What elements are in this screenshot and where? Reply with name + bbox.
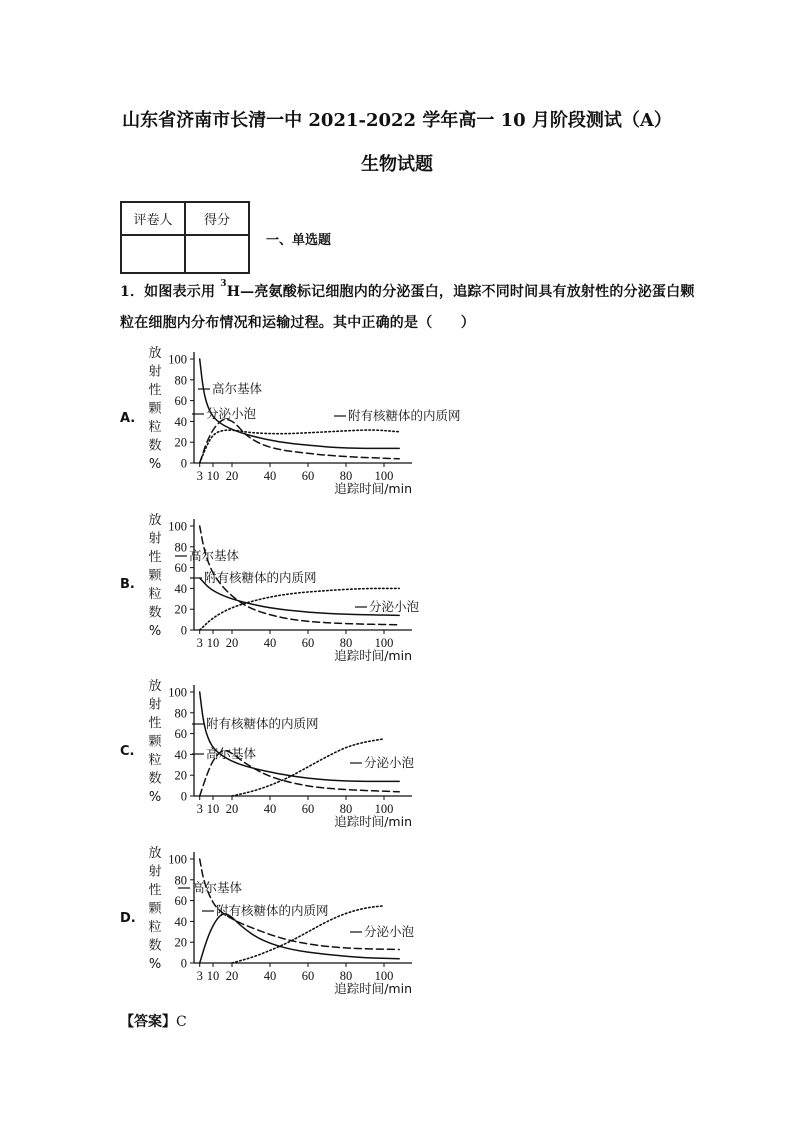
y-axis-label: 放射性颗粒数% <box>148 679 162 805</box>
x-tick-label: 40 <box>263 802 277 816</box>
y-tick-label: 60 <box>174 727 187 742</box>
answer-label: 【答案】 <box>120 1014 176 1030</box>
series-label: 分泌小泡 <box>206 406 257 421</box>
x-tick-label: 80 <box>339 469 353 483</box>
y-tick-label: 100 <box>168 519 187 534</box>
x-tick-label: 60 <box>301 636 315 650</box>
y-tick-label: 20 <box>174 602 187 617</box>
y-tick-label: 20 <box>174 935 187 950</box>
option-c-label: C. <box>120 744 135 759</box>
y-tick-label: 80 <box>174 873 187 888</box>
x-tick-label: 80 <box>339 969 353 983</box>
y-tick-label: 40 <box>174 747 187 762</box>
series-label: 高尔基体 <box>192 880 243 895</box>
series-label: 分泌小泡 <box>364 924 415 939</box>
series-label: 附有核糖体的内质网 <box>206 716 319 731</box>
y-tick-label: 0 <box>180 456 187 471</box>
score-header: 得分 <box>185 202 249 235</box>
x-tick-label: 20 <box>225 802 239 816</box>
x-tick-label: 100 <box>374 636 394 650</box>
x-tick-label: 10 <box>206 636 220 650</box>
chart-option-a <box>140 340 461 496</box>
x-tick-label: 60 <box>301 802 315 816</box>
x-tick-label: 60 <box>301 969 315 983</box>
x-axis-label: 追踪时间/min <box>334 481 412 496</box>
series-label: 高尔基体 <box>212 381 263 396</box>
reviewer-header: 评卷人 <box>121 202 185 235</box>
x-tick-label: 10 <box>206 469 220 483</box>
y-tick-label: 100 <box>168 685 187 700</box>
series-label: 分泌小泡 <box>369 599 420 614</box>
x-axis-label: 追踪时间/min <box>334 981 412 996</box>
question-text-a: 1．如图表示用 <box>120 284 221 300</box>
x-tick-label: 100 <box>374 969 394 983</box>
section-title: 一、单选题 <box>266 233 332 248</box>
y-tick-label: 0 <box>180 623 187 638</box>
isotope-superscript: 3 <box>220 279 227 289</box>
x-tick-label: 100 <box>374 802 394 816</box>
y-axis-label: 放射性颗粒数% <box>148 513 162 639</box>
x-tick-label: 3 <box>196 969 203 983</box>
y-tick-label: 60 <box>174 894 187 909</box>
y-tick-label: 40 <box>174 414 187 429</box>
y-tick-label: 0 <box>180 956 187 971</box>
option-b-label: B. <box>120 577 135 592</box>
x-axis-label: 追踪时间/min <box>334 814 412 829</box>
y-tick-label: 0 <box>180 789 187 804</box>
answer-value: C <box>176 1014 187 1030</box>
series-line-dotted <box>200 430 400 463</box>
y-tick-label: 40 <box>174 581 187 596</box>
x-tick-label: 60 <box>301 469 315 483</box>
page-title: 山东省济南市长清一中 2021-2022 学年高一 10 月阶段测试（A） <box>122 110 672 131</box>
y-axis-label: 放射性颗粒数% <box>148 346 162 472</box>
x-tick-label: 20 <box>225 969 239 983</box>
chart-option-c <box>140 673 430 828</box>
x-tick-label: 3 <box>196 636 203 650</box>
x-tick-label: 40 <box>263 969 277 983</box>
series-label: 附有核糖体的内质网 <box>216 903 329 918</box>
series-line-solid <box>200 359 400 448</box>
series-label: 分泌小泡 <box>364 755 415 770</box>
score-table <box>120 201 250 274</box>
y-tick-label: 40 <box>174 914 187 929</box>
question-text-b: H—亮氨酸标记细胞内的分泌蛋白，追踪不同时间具有放射性的分泌蛋白颗 <box>226 284 695 300</box>
y-tick-label: 80 <box>174 706 187 721</box>
x-axis-label: 追踪时间/min <box>334 648 412 663</box>
y-tick-label: 100 <box>168 852 187 867</box>
x-tick-label: 3 <box>196 802 203 816</box>
option-d-label: D. <box>120 911 136 926</box>
chart-option-b <box>140 507 430 662</box>
subject-title: 生物试题 <box>361 154 433 175</box>
x-tick-label: 40 <box>263 469 277 483</box>
y-tick-label: 60 <box>174 561 187 576</box>
chart-option-d <box>140 840 430 995</box>
y-tick-label: 100 <box>168 352 187 367</box>
x-tick-label: 100 <box>374 469 394 483</box>
series-line-dashed <box>200 419 400 463</box>
x-tick-label: 3 <box>196 469 203 483</box>
question-line-2: 粒在细胞内分布情况和运输过程。其中正确的是（ ） <box>120 315 475 331</box>
y-tick-label: 20 <box>174 768 187 783</box>
answer-line <box>120 1011 187 1031</box>
x-tick-label: 80 <box>339 636 353 650</box>
x-tick-label: 10 <box>206 802 220 816</box>
score-cell <box>185 235 249 273</box>
x-tick-label: 80 <box>339 802 353 816</box>
series-label: 高尔基体 <box>189 548 240 563</box>
series-label: 高尔基体 <box>206 746 257 761</box>
option-a-label: A. <box>120 411 136 426</box>
x-tick-label: 10 <box>206 969 220 983</box>
question-line-1 <box>120 281 695 301</box>
x-tick-label: 20 <box>225 636 239 650</box>
y-tick-label: 20 <box>174 435 187 450</box>
y-axis-label: 放射性颗粒数% <box>148 846 162 972</box>
x-tick-label: 20 <box>225 469 239 483</box>
y-tick-label: 80 <box>174 373 187 388</box>
series-label: 附有核糖体的内质网 <box>204 570 317 585</box>
y-tick-label: 60 <box>174 394 187 409</box>
x-tick-label: 40 <box>263 636 277 650</box>
reviewer-cell <box>121 235 185 273</box>
series-label: 附有核糖体的内质网 <box>348 408 461 423</box>
y-tick-label: 80 <box>174 540 187 555</box>
